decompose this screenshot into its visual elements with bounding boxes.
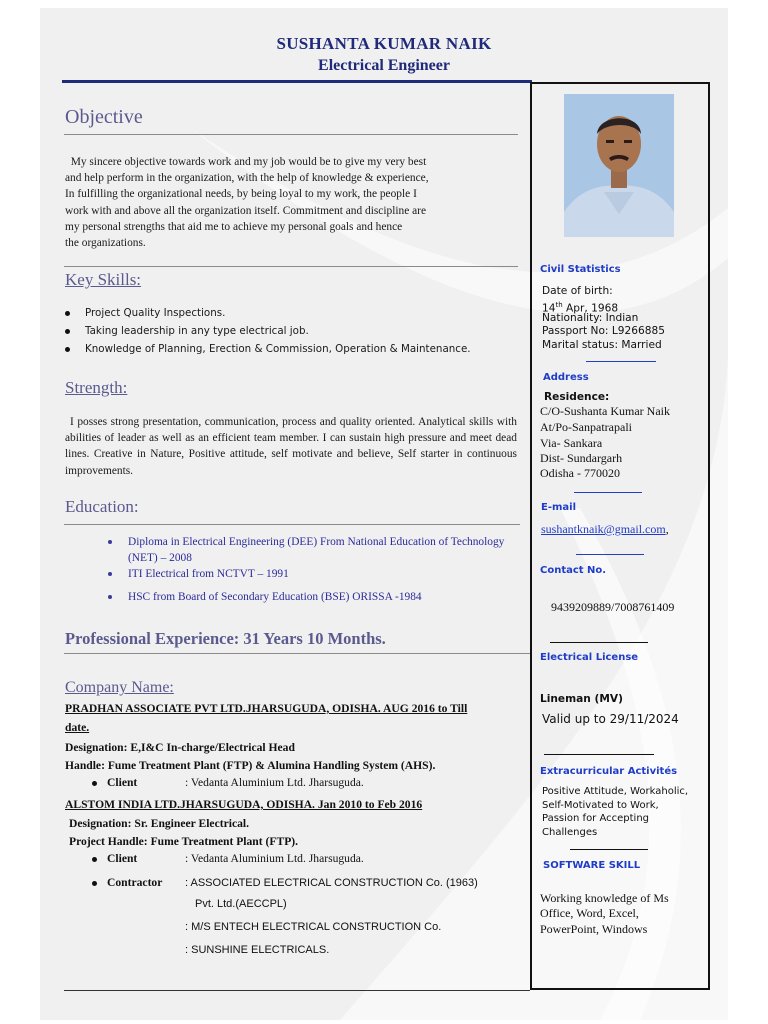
candidate-name: SUSHANTA KUMAR NAIK (276, 34, 492, 53)
footer-divider (64, 990, 530, 991)
extracurricular-line: Challenges (542, 826, 598, 838)
company-1-designation: Designation: E,I&C In-charge/Electrical Head (65, 741, 295, 754)
dob-suffix: th (555, 301, 563, 309)
software-skill-text (540, 891, 669, 937)
bullet-icon (65, 311, 70, 316)
license-name: Lineman (MV) (540, 693, 623, 705)
company-1-name-cont: date. (65, 721, 90, 734)
contractor-label: Contractor (107, 876, 163, 889)
bullet-icon (108, 540, 112, 544)
candidate-role: Electrical Engineer (318, 57, 450, 74)
software-skill-heading: SOFTWARE SKILL (543, 860, 641, 871)
objective-text (65, 154, 505, 251)
education-text: ITI Electrical from NCTVT – 1991 (128, 568, 289, 580)
company-2-handle: Project Handle: Fume Treatment Plant (FTP). (69, 835, 299, 848)
bullet-icon (92, 857, 97, 862)
extracurricular-line: Positive Attitude, Workaholic, (542, 786, 689, 797)
skills-top-divider (64, 266, 518, 267)
profile-photo (564, 94, 674, 237)
contact-heading: Contact No. (540, 565, 607, 576)
company-2-client-row (92, 852, 364, 865)
contractor-value: : ASSOCIATED ELECTRICAL CONSTRUCTION Co. (1963) (185, 877, 478, 889)
sidebar-divider (544, 754, 654, 755)
sidebar-divider (586, 361, 656, 362)
objective-line: In fulfilling the organizational needs, by being loyal to my work, the people I (65, 188, 417, 201)
education-heading: Education: (65, 497, 139, 516)
email-heading: E-mail (541, 502, 577, 513)
key-skills-heading: Key Skills: (65, 270, 142, 289)
experience-heading: Professional Experience: 31 Years 10 Months. (65, 629, 386, 648)
dob-day: 14 (542, 302, 556, 315)
client-label: Client (107, 776, 138, 789)
email-row (541, 522, 669, 537)
extracurricular-text (542, 785, 688, 839)
skill-text: Knowledge of Planning, Erection & Commission, Operation & Maintenance. (85, 343, 471, 355)
strength-heading: Strength: (65, 378, 128, 397)
objective-line: the organizations. (65, 237, 146, 250)
license-heading: Electrical License (540, 652, 639, 663)
bullet-icon (108, 595, 112, 599)
dob-label: Date of birth: (542, 285, 613, 297)
email-link[interactable]: sushantknaik@gmail.com (541, 522, 666, 536)
address-heading: Address (543, 372, 589, 383)
company-1-name: PRADHAN ASSOCIATE PVT LTD.JHARSUGUDA, ODISHA. AUG 2016 to Till (65, 702, 468, 715)
client-label: Client (107, 852, 138, 865)
list-item (65, 304, 471, 322)
skill-text: Taking leadership in any type electrical job. (85, 325, 309, 337)
education-text: Diploma in Electrical Engineering (DEE) From National Education of Technology (NET) – 2008 (128, 536, 505, 564)
list-item (65, 340, 471, 358)
extracurricular-heading: Extracurricular Activités (540, 766, 678, 777)
bullet-icon (108, 572, 112, 576)
address-line: Dist- Sundargarh (540, 451, 623, 465)
contractor-value-3: : SUNSHINE ELECTRICALS. (185, 944, 330, 956)
company-1-client-row (92, 776, 364, 789)
bullet-icon (92, 781, 97, 786)
list-item (106, 534, 506, 566)
education-text: HSC from Board of Secondary Education (BSE) ORISSA -1984 (128, 591, 422, 603)
education-list (106, 534, 506, 605)
objective-line: my personal strengths that aid me to achieve my personal goals and hence (65, 220, 403, 233)
list-item (106, 566, 506, 582)
education-divider (64, 524, 520, 525)
strength-text: I posses strong presentation, communication, process and quality oriented. Analytical skills with abilities of leader as well as an efficient team member. I can sustain high pressure and meet dead lines. Creative in Nature, Positive attitude, self motivate and believe, Self starter in continuous improvements. (65, 416, 517, 477)
bullet-icon (92, 881, 97, 886)
objective-heading: Objective (65, 106, 143, 128)
company-2-designation: Designation: Sr. Engineer Electrical. (69, 817, 250, 830)
nationality: Nationality: Indian (542, 312, 639, 324)
marital-status: Marital status: Married (542, 339, 662, 351)
software-line: PowerPoint, Windows (540, 921, 648, 936)
contractor-value-cont: Pvt. Ltd.(AECCPL) (195, 898, 287, 910)
sidebar-divider (570, 849, 648, 850)
sidebar-divider (574, 492, 642, 493)
objective-line: and help perform in the organization, with the help of knowledge & experience, (65, 172, 429, 185)
address-line: At/Po-Sanpatrapali (540, 420, 632, 434)
civil-statistics-heading: Civil Statistics (540, 264, 621, 275)
client-value: : Vedanta Aluminium Ltd. Jharsuguda. (185, 852, 364, 865)
residence-label: Residence: (544, 391, 610, 403)
client-value: : Vedanta Aluminium Ltd. Jharsuguda. (185, 776, 364, 789)
license-validity: Valid up to 29/11/2024 (542, 712, 679, 726)
software-line: Office, Word, Excel, (540, 906, 639, 921)
dob-rest: Apr, 1968 (562, 302, 619, 315)
experience-divider (64, 653, 530, 654)
company-heading: Company Name: (65, 679, 174, 696)
resume-page (40, 8, 728, 1020)
extracurricular-line: Self-Motivated to Work, (542, 799, 659, 811)
objective-line: work with and above all the organization itself. Commitment and discipline are (65, 204, 427, 217)
list-item (65, 322, 471, 340)
key-skills-list (65, 304, 471, 358)
email-suffix: , (665, 522, 669, 536)
bullet-icon (65, 347, 70, 352)
extracurricular-line: Passion for Accepting (542, 813, 650, 824)
objective-divider (64, 134, 518, 135)
software-line: Working knowledge of Ms (540, 891, 669, 905)
sidebar-divider (550, 642, 648, 643)
objective-line: My sincere objective towards work and my job would be to give my very best (65, 156, 427, 168)
sidebar-divider (576, 554, 644, 555)
company-2-contractor-row (92, 876, 478, 889)
company-2-name: ALSTOM INDIA LTD.JHARSUGUDA, ODISHA. Jan 2010 to Feb 2016 (65, 798, 423, 811)
profile-photo-image (564, 94, 674, 237)
bullet-icon (65, 329, 70, 334)
skill-text: Project Quality Inspections. (85, 307, 226, 319)
header-divider (62, 80, 532, 83)
address-line: C/O-Sushanta Kumar Naik (540, 404, 670, 418)
list-item (106, 589, 506, 605)
address-line: Via- Sankara (540, 436, 603, 450)
address-line: Odisha - 770020 (540, 466, 620, 480)
contractor-value-2: : M/S ENTECH ELECTRICAL CONSTRUCTION Co. (185, 921, 442, 933)
passport: Passport No: L9266885 (542, 325, 665, 337)
contact-number: 9439209889/7008761409 (551, 600, 675, 614)
company-1-handle: Handle: Fume Treatment Plant (FTP) & Alumina Handling System (AHS). (65, 759, 436, 772)
